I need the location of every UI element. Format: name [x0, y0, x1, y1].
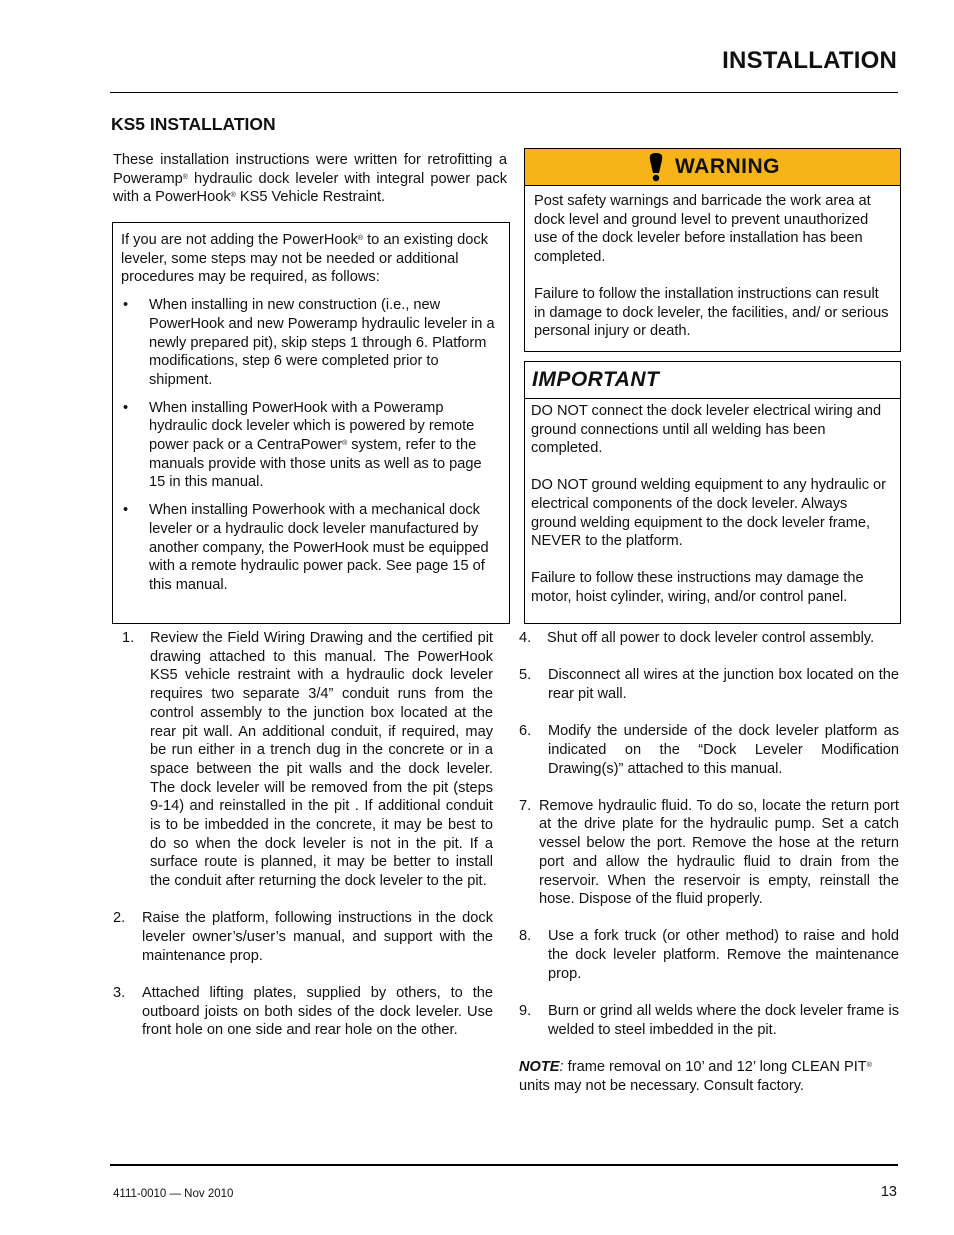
step-6: 6. Modify the underside of the dock leveler platform as indicated on the “Dock Leveler Modification Drawing(s)” attached to this manual.	[519, 723, 899, 777]
frame-removal-note: NOTE: frame removal on 10’ and 12’ long CLEAN PIT® units may not be necessary. Consult factory.	[519, 1058, 872, 1094]
section-title: KS5 INSTALLATION	[111, 114, 276, 134]
step-1: 1. Review the Field Wiring Drawing and the certified pit drawing attached to this manual. The PowerHook KS5 vehicle restraint with a hydraulic dock leveler requires two separate 3/4” conduit runs from the control assembly to the junction box located at the rear pit wall. An additional conduit, if required, may be run either in a trench dug in the concrete or in a space between the pit walls and the dock leveler. The dock leveler will be removed from the pit (steps 9-14) and reinstalled in the pit . If additional conduit is to be imbedded in the concrete, it may be best to do so when the dock leveler is not in the pit. If a surface route is planned, it may be better to install the conduit after returning the dock leveler to the pit.	[122, 630, 493, 890]
step-3: 3. Attached lifting plates, supplied by others, to the outboard joists on both sides of the dock leveler. Use front hole on one side and rear hole on the other.	[113, 984, 493, 1039]
important-title: IMPORTANT	[525, 362, 900, 399]
page-number: 13	[880, 1184, 897, 1200]
step-4: 4. Shut off all power to dock leveler control assembly.	[519, 630, 875, 646]
conditions-note-box	[112, 222, 510, 624]
warning-body	[525, 186, 900, 341]
document-number: 4111-0010 — Nov 2010	[113, 1188, 234, 1200]
header-rule	[110, 92, 898, 93]
steps-right-column	[519, 629, 899, 1095]
important-body	[525, 399, 900, 606]
warning-paragraph: Post safety warnings and barricade the work area at dock level and ground level to prevent unauthorized use of the dock leveler before installation has been completed.	[534, 193, 871, 266]
important-paragraph: DO NOT connect the dock leveler electrical wiring and ground connections until all welding has been completed.	[531, 403, 882, 457]
bullet-mechanical-leveler: • When installing Powerhook with a mechanical dock leveler or a hydraulic dock leveler manufactured by another company, the PowerHook must be equipped with a remote hydraulic power pack. See page 15 of this manual.	[123, 502, 489, 593]
warning-paragraph: Failure to follow the installation instructions can result in damage to dock leveler, the facilities, and/ or serious personal injury or death.	[534, 285, 889, 340]
important-box	[524, 361, 901, 624]
step-8: 8. Use a fork truck (or other method) to raise and hold the dock leveler platform. Remove the maintenance prop.	[519, 928, 899, 982]
steps-left-column	[113, 629, 493, 1059]
warning-header	[525, 149, 900, 186]
warning-title: WARNING	[675, 154, 780, 178]
step-9: 9. Burn or grind all welds where the dock leveler frame is welded to steel imbedded in the pit.	[519, 1003, 899, 1038]
important-paragraph: DO NOT ground welding equipment to any hydraulic or electrical components of the dock leveler. Always ground welding equipment to the dock leveler frame, NEVER to the platform.	[531, 477, 887, 550]
important-paragraph: Failure to follow these instructions may damage the motor, hoist cylinder, wiring, and/or control panel.	[531, 569, 864, 605]
intro-paragraph: These installation instructions were written for retrofitting a Poweramp® hydraulic dock leveler with integral power pack with a PowerHook® KS5 Vehicle Restraint.	[113, 152, 507, 206]
footer-rule	[110, 1164, 898, 1166]
warning-box	[524, 148, 901, 352]
step-7: 7. Remove hydraulic fluid. To do so, locate the return port at the drive plate for the hydraulic pump. Set a catch vessel below the port. Remove the hose at the return port and allow the hydraulic fluid to drain from the reservoir. When the reservoir is empty, reinstall the hose. Dispose of the fluid properly.	[519, 797, 899, 908]
bullet-new-construction: • When installing in new construction (i.e., new PowerHook and new Poweramp hydraulic leveler in a newly prepared pit), skip steps 1 through 6. Platform modifications, step 6 were completed prior to shipment.	[123, 297, 495, 388]
step-5: 5. Disconnect all wires at the junction box located on the rear pit wall.	[519, 667, 899, 702]
note-lead: If you are not adding the PowerHook® to an existing dock leveler, some steps may not be needed or additional procedures may be required, as follows:	[121, 232, 489, 286]
bullet-remote-power: • When installing PowerHook with a Poweramp hydraulic dock leveler which is powered by remote power pack or a CentraPower® system, refer to the manuals provide with those units as well as to page 15 in this manual.	[123, 399, 482, 491]
page-header-title: INSTALLATION	[722, 47, 897, 74]
warning-exclamation-icon	[645, 152, 667, 182]
step-2: 2. Raise the platform, following instructions in the dock leveler owner’s/user’s manual, and support with the maintenance prop.	[113, 910, 493, 964]
